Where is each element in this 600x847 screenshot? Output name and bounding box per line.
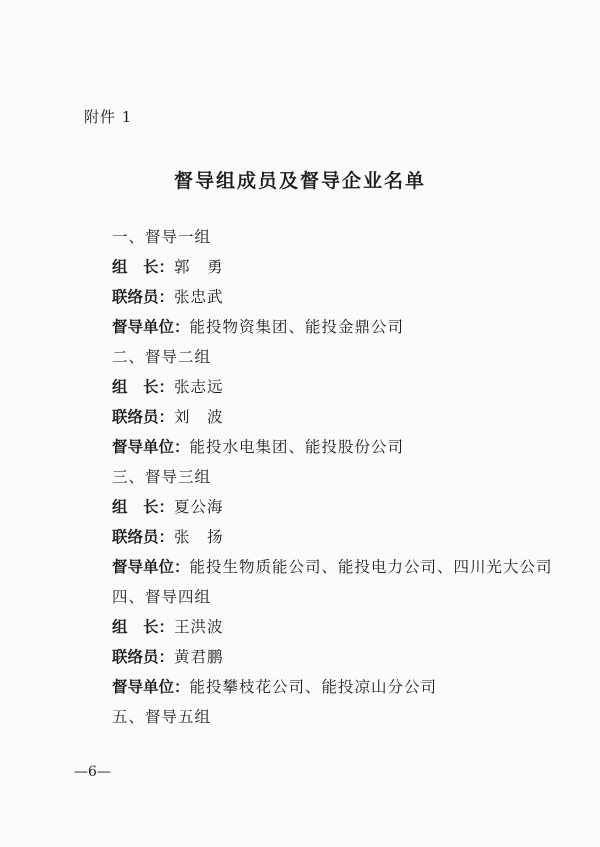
group-4-leader <box>112 612 572 642</box>
units-value: 能投水电集团、能投股份公司 <box>189 438 405 456</box>
group-2-leader <box>112 372 572 402</box>
liaison-label: 联络员： <box>112 647 175 666</box>
supervision-group-list <box>112 222 572 732</box>
liaison-value: 张忠武 <box>174 288 224 306</box>
leader-value: 张志远 <box>174 378 224 396</box>
leader-value: 夏公海 <box>174 498 224 516</box>
leader-label: 组 长： <box>112 497 175 516</box>
units-value: 能投攀枝花公司、能投凉山分公司 <box>189 678 438 696</box>
group-3-liaison <box>112 522 572 552</box>
group-heading-1: 一、督导一组 <box>112 228 212 246</box>
units-value: 能投物资集团、能投金鼎公司 <box>189 318 405 336</box>
group-heading-2: 二、督导二组 <box>112 348 212 366</box>
liaison-value: 刘 波 <box>174 408 224 426</box>
group-heading-3: 三、督导三组 <box>112 468 212 486</box>
liaison-label: 联络员： <box>112 527 175 546</box>
group-2-liaison <box>112 402 572 432</box>
page-number: —6— <box>74 764 111 780</box>
leader-value: 王洪波 <box>174 618 224 636</box>
units-label: 督导单位： <box>112 677 190 696</box>
group-1-leader <box>112 252 572 282</box>
liaison-label: 联络员： <box>112 407 175 426</box>
attachment-label: 附件 1 <box>84 108 133 126</box>
liaison-value: 张 扬 <box>174 528 224 546</box>
units-label: 督导单位： <box>112 437 190 456</box>
liaison-label: 联络员： <box>112 287 175 306</box>
leader-label: 组 长： <box>112 257 175 276</box>
liaison-value: 黄君鹏 <box>174 648 224 666</box>
leader-value: 郭 勇 <box>174 258 224 276</box>
group-3-units <box>112 552 572 582</box>
group-4-units <box>112 672 572 702</box>
group-1-units <box>112 312 572 342</box>
group-heading-4: 四、督导四组 <box>112 588 212 606</box>
group-1-liaison <box>112 282 572 312</box>
group-4-liaison <box>112 642 572 672</box>
leader-label: 组 长： <box>112 617 175 636</box>
units-label: 督导单位： <box>112 557 190 576</box>
leader-label: 组 长： <box>112 377 175 396</box>
group-2-units <box>112 432 572 462</box>
units-label: 督导单位： <box>112 317 190 336</box>
units-value: 能投生物质能公司、能投电力公司、四川光大公司 <box>189 558 553 576</box>
group-heading-5: 五、督导五组 <box>112 708 212 726</box>
document-title: 督导组成员及督导企业名单 <box>173 170 426 192</box>
group-3-leader <box>112 492 572 522</box>
